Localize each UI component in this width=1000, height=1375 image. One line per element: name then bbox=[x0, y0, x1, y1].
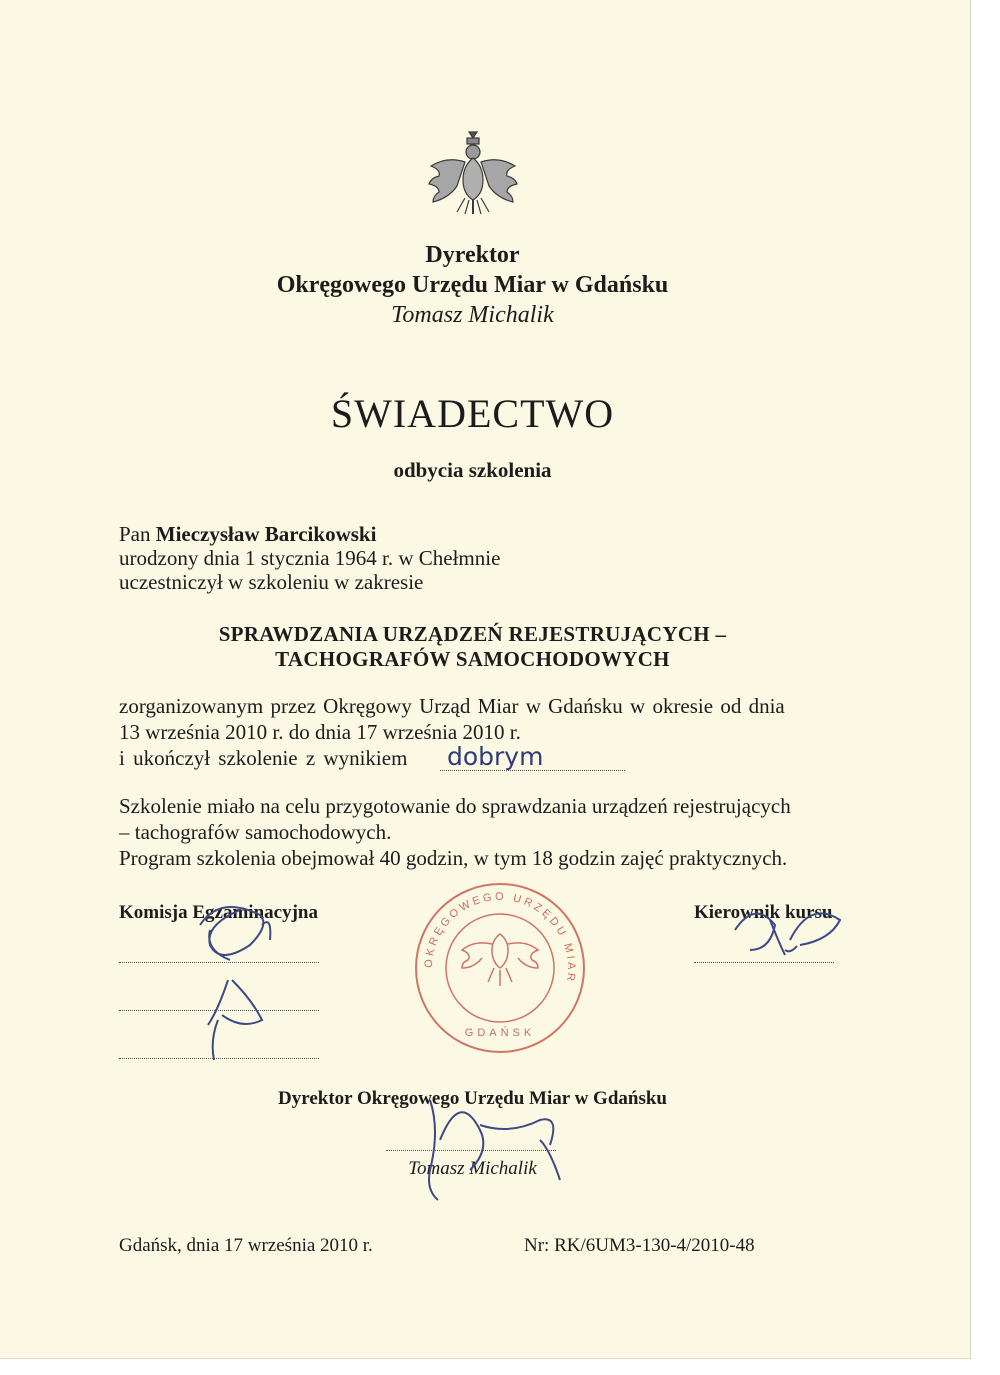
stamp-ring-text: OKRĘGOWEGO URZĘDU MIAR bbox=[422, 890, 578, 985]
director-name: Tomasz Michalik bbox=[408, 1158, 537, 1179]
commission-label: Komisja Egzaminacyjna bbox=[119, 902, 318, 923]
course-title-line2: TACHOGRAFÓW SAMOCHODOWYCH bbox=[275, 647, 670, 671]
director-signature-icon bbox=[400, 1080, 580, 1220]
header-office: Okręgowego Urzędu Miar w Gdańsku bbox=[276, 272, 669, 298]
course-manager-signature-icon bbox=[725, 900, 845, 970]
recipient-prefix: Pan bbox=[119, 522, 151, 546]
eagle-emblem-icon bbox=[425, 128, 521, 220]
result-label: i ukończył szkolenie z wynikiem bbox=[119, 746, 408, 770]
purpose-line2: – tachografów samochodowych. bbox=[119, 820, 392, 844]
recipient-name: Mieczysław Barcikowski bbox=[155, 522, 377, 546]
recipient-line bbox=[119, 522, 376, 547]
participation-line: uczestniczył w szkoleniu w zakresie bbox=[119, 570, 424, 594]
result-value: dobrym bbox=[447, 742, 544, 771]
commission-signature-icon bbox=[170, 885, 290, 1085]
birth-line: urodzony dnia 1 stycznia 1964 r. w Chełmnie bbox=[119, 546, 501, 570]
course-manager-label: Kierownik kursu bbox=[694, 902, 833, 923]
organization-line1: zorganizowanym przez Okręgowy Urząd Miar w Gdańsku w okresie od dnia bbox=[119, 694, 785, 718]
place-date: Gdańsk, dnia 17 września 2010 r. bbox=[119, 1235, 373, 1256]
document-title: ŚWIADECTWO bbox=[330, 391, 615, 436]
official-stamp-icon bbox=[412, 880, 588, 1056]
purpose-line1: Szkolenie miało na celu przygotowanie do sprawdzania urządzeń rejestrujących bbox=[119, 794, 791, 818]
stamp-city: GDAŃSK bbox=[464, 1027, 536, 1039]
document-number: Nr: RK/6UM3-130-4/2010-48 bbox=[524, 1235, 755, 1256]
course-title-line1: SPRAWDZANIA URZĄDZEŃ REJESTRUJĄCYCH – bbox=[218, 622, 727, 646]
organization-line2: 13 września 2010 r. do dnia 17 września 2010 r. bbox=[119, 720, 521, 744]
purpose-line3: Program szkolenia obejmował 40 godzin, w tym 18 godzin zajęć praktycznych. bbox=[119, 846, 788, 870]
director-label: Dyrektor Okręgowego Urzędu Miar w Gdańsku bbox=[278, 1088, 667, 1109]
header-director-name: Tomasz Michalik bbox=[391, 302, 554, 328]
header-role: Dyrektor bbox=[425, 242, 520, 268]
document-subtitle: odbycia szkolenia bbox=[393, 458, 552, 482]
